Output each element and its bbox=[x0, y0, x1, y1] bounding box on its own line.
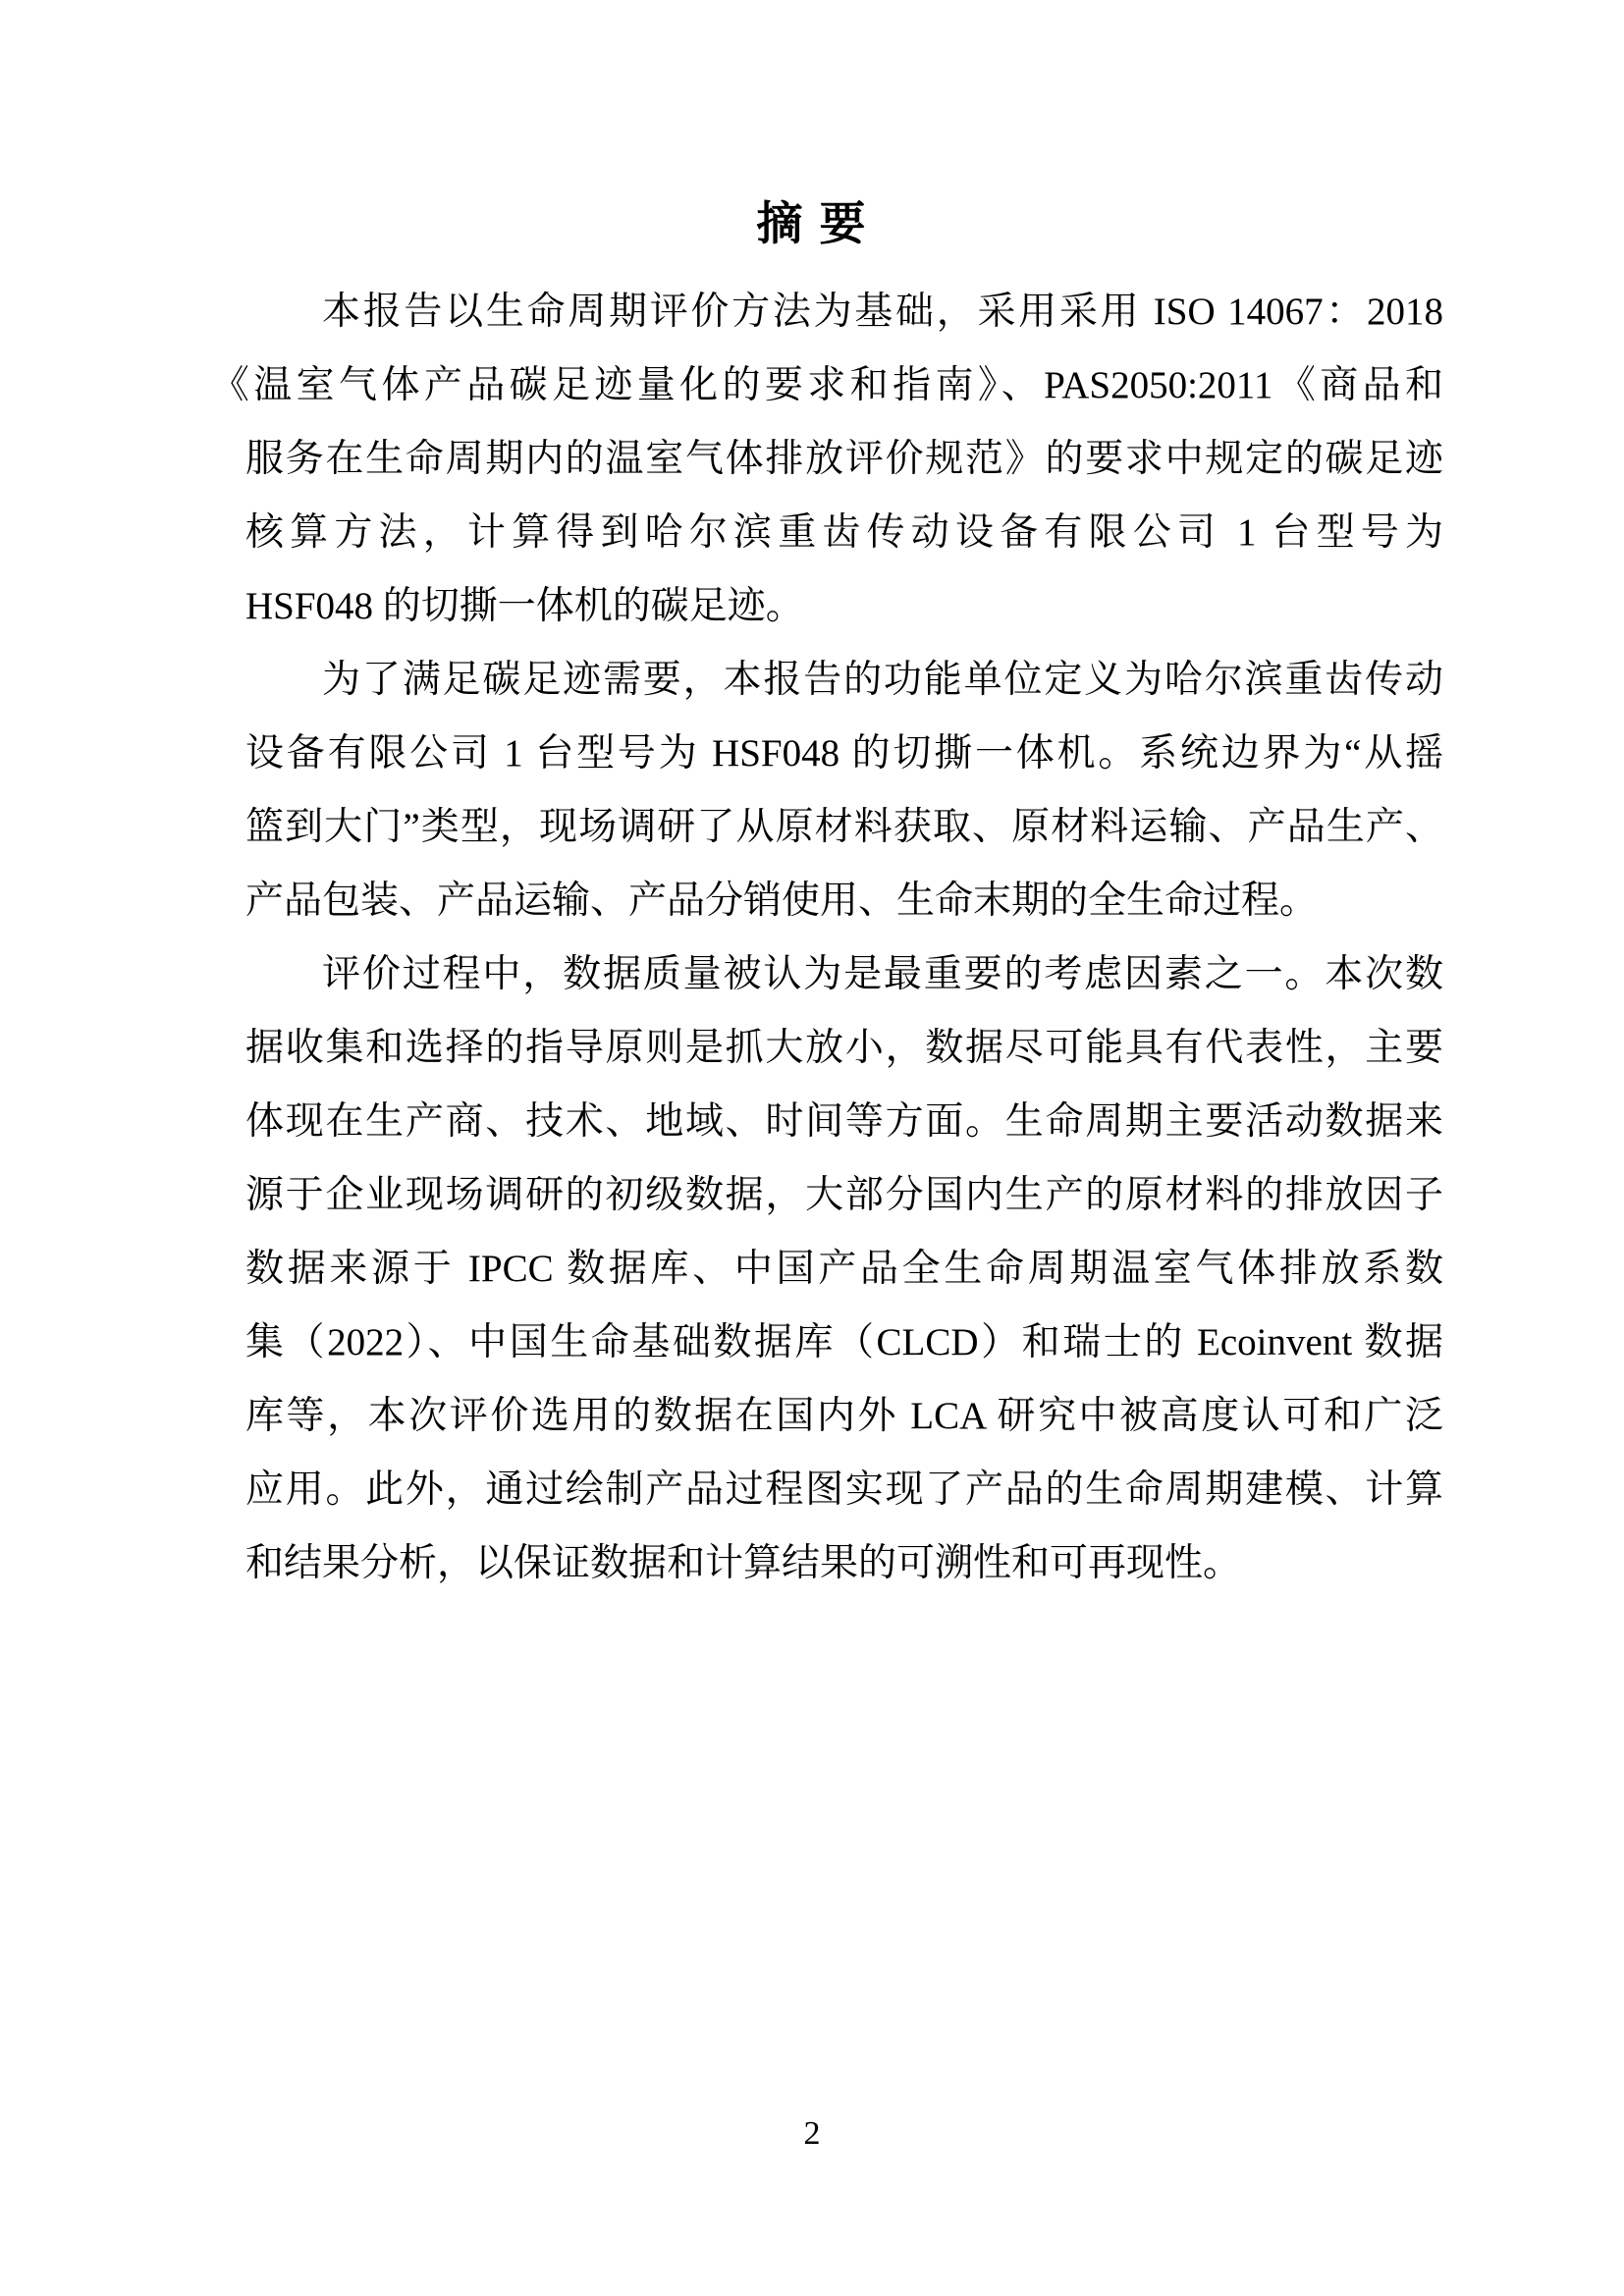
paragraph-1 bbox=[210, 275, 1443, 643]
page-number: 2 bbox=[803, 2115, 821, 2152]
text-line: 服务在生命周期内的温室气体排放评价规范》的要求中规定的碳足迹 bbox=[245, 438, 1443, 480]
text-line: 库等，本次评价选用的数据在国内外 LCA 研究中被高度认可和广泛 bbox=[245, 1395, 1443, 1437]
text-line: 本报告以生命周期评价方法为基础，采用采用 ISO 14067：2018 bbox=[322, 291, 1443, 333]
text-line: 设备有限公司 1 台型号为 HSF048 的切撕一体机。系统边界为“从摇 bbox=[245, 732, 1443, 774]
text-line: 核算方法，计算得到哈尔滨重齿传动设备有限公司 1 台型号为 bbox=[245, 511, 1443, 554]
page-footer bbox=[0, 2112, 1624, 2156]
text-line: 评价过程中，数据质量被认为是最重要的考虑因素之一。本次数 bbox=[322, 953, 1443, 995]
paragraph-2 bbox=[245, 643, 1443, 937]
text-line: 篮到大门”类型，现场调研了从原材料获取、原材料运输、产品生产、 bbox=[245, 806, 1443, 848]
text-line: 集（2022）、中国生命基础数据库（CLCD）和瑞士的 Ecoinvent 数据 bbox=[245, 1321, 1443, 1363]
text-line: 数据来源于 IPCC 数据库、中国产品全生命周期温室气体排放系数 bbox=[245, 1248, 1443, 1290]
text-line: 应用。此外，通过绘制产品过程图实现了产品的生命周期建模、计算 bbox=[245, 1468, 1443, 1511]
text-line: 和结果分析，以保证数据和计算结果的可溯性和可再现性。 bbox=[245, 1542, 1242, 1584]
paragraph-3 bbox=[245, 937, 1443, 1600]
text-line: 《温室气体产品碳足迹量化的要求和指南》、PAS2050:2011《商品和 bbox=[210, 364, 1443, 406]
text-line: 产品包装、产品运输、产品分销使用、生命末期的全生命过程。 bbox=[245, 880, 1319, 922]
text-line: 源于企业现场调研的初级数据，大部分国内生产的原材料的排放因子 bbox=[245, 1174, 1443, 1216]
text-line: 体现在生产商、技术、地域、时间等方面。生命周期主要活动数据来 bbox=[245, 1100, 1443, 1143]
text-line: 为了满足碳足迹需要，本报告的功能单位定义为哈尔滨重齿传动 bbox=[322, 659, 1443, 701]
text-line: 据收集和选择的指导原则是抓大放小，数据尽可能具有代表性，主要 bbox=[245, 1027, 1443, 1069]
page-title: 摘 要 bbox=[756, 197, 868, 249]
text-line: HSF048 的切撕一体机的碳足迹。 bbox=[245, 585, 804, 627]
